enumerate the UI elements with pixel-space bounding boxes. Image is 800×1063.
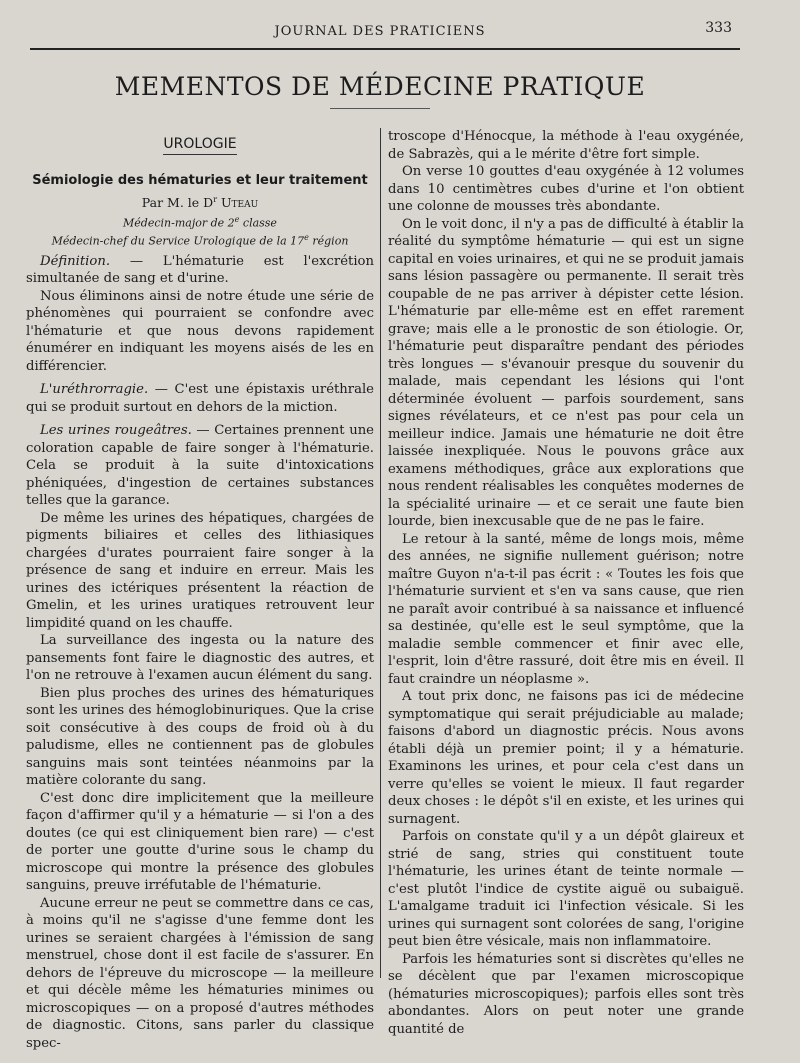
paragraph: On verse 10 gouttes d'eau oxygénée à 12 volumes dans 10 centimètres cubes d'urine et l'on obtient une colonne de mousses très abondante. <box>388 164 744 214</box>
column-divider <box>380 128 381 978</box>
paragraph: C'est donc dire implicitement que la meilleure façon d'affirmer qu'il y a hématurie — si l'on a des doutes (ce qui est cliniquement bien rare) — c'est de porter une goutte d'urine sous le champ du microscope qui montre la présence des globules sanguins, preuve irréfutable de l'hématurie. <box>26 790 374 894</box>
article-title: Sémiologie des hématuries et leur traitement <box>32 172 368 188</box>
affil2-b: région <box>308 234 349 248</box>
section-title <box>26 136 374 158</box>
running-head <box>0 20 800 44</box>
paragraph-definition <box>26 253 374 288</box>
author-affiliation-1 <box>26 212 374 231</box>
author-affiliation-2 <box>26 230 374 249</box>
paragraph-urethrorragie <box>26 381 374 416</box>
paragraph: Le retour à la santé, même de longs mois, même des années, ne signifie nullement guérison; notre maître Guyon n'a-t-il pas écrit : « Toutes les fois que l'hématurie survient et s'en va sans cause, que rien ne paraît avoir contribué à sa naissance et influencé sa destinée, qu'elle est le seul symptôme, que la maladie semble commencer et finir avec elle, l'esprit, loin d'être rassuré, doit être mis en éveil. Il faut craindre un néoplasme ». <box>388 531 744 687</box>
author-name: Uteau <box>221 195 259 211</box>
affil1-a: Médecin-major de 2 <box>123 216 235 230</box>
paragraph: Parfois les hématuries sont si discrètes qu'elles ne se décèlent que par l'examen microscopique (hématuries microscopiques); parfois elles sont très abondantes. Alors on peut noter une grande quantité de <box>388 951 744 1037</box>
paragraph-label: Les urines rougeâtres. <box>40 423 192 439</box>
header-rule <box>30 48 740 50</box>
paragraph-text: — C'est une épistaxis uréthrale qui se produit surtout en dehors de la miction. <box>26 382 374 415</box>
byline-sup: r <box>213 195 218 204</box>
affil1-sup: e <box>234 214 240 224</box>
affil1-b: classe <box>239 216 277 230</box>
paragraph: Bien plus proches des urines des hématuriques sont les urines des hémoglobinuriques. Que la crise soit consécutive à des coups de froid où à du paludisme, elles ne contiennent pas de globules sanguins mais sont teintées néanmoins par la matière colorante du sang. <box>26 685 374 789</box>
paragraph: Nous éliminons ainsi de notre étude une série de phénomènes qui pourraient se confondre avec l'hématurie et que nous devons rapidement énumérer en indiquant les moyens aisés de les en différencier. <box>26 288 374 374</box>
paragraph-label: Définition. <box>40 253 111 269</box>
journal-title: JOURNAL DES PRATICIENS <box>274 24 486 39</box>
paragraph: De même les urines des hépatiques, chargées de pigments biliaires et celles des lithiasiques chargées d'urates pourraient faire songer à la présence de sang et induire en erreur. Mais les urines des ictériques présentent la réaction de Gmelin, et les urines uratiques retrouvent leur limpidité quand on les chauffe. <box>26 510 374 631</box>
byline-par: Par M. le D <box>141 195 214 211</box>
paragraph: La surveillance des ingesta ou la nature des pansements font faire le diagnostic des autres, et l'on ne retrouve à l'examen aucun élément du sang. <box>26 633 374 684</box>
paragraph-text: — Certaines prennent une coloration capable de faire songer à l'hématurie. Cela se produit à la suite d'intoxications phéniquées, d'ingestion de certaines substances telles que la garance. <box>26 423 374 509</box>
paragraph: Parfois on constate qu'il y a un dépôt glaireux et strié de sang, stries qui constituent toute l'hématurie, les urines étant de teinte normale — c'est plutôt l'indice de cystite aiguë ou subaiguë. L'amalgame traduit ici l'infection vésicale. Si les urines qui surnagent sont colorées de sang, l'origine peut bien être vésicale, mais non inflammatoire. <box>388 829 744 949</box>
paragraph: troscope d'Hénocque, la méthode à l'eau oxygénée, de Sabrazès, qui a le mérite d'être fort simple. <box>388 129 744 162</box>
paragraph-label: L'uréthrorragie. <box>40 382 149 398</box>
paragraph-text: — L'hématurie est l'excrétion simultanée de sang et d'urine. <box>26 253 374 287</box>
main-title: MEMENTOS DE MÉDECINE PRATIQUE <box>114 72 646 101</box>
paragraph-urines-rougeatres <box>26 422 374 510</box>
paragraph: On le voit donc, il n'y a pas de difficulté à établir la réalité du symptôme hématurie — qui est un signe capital en voies urinaires, et qui ne se produit jamais sans lésion passagère ou permanente. Il serait très coupable de ne pas arriver à dépister cette lésion. L'hématurie par elle-même est en effet rarement grave; mais elle a le pronostic de son étiologie. Or, l'hématurie peut disparaître pendant des périodes très longues — s'évanouir presque du souvenir du malade, mais cependant les lésions qui l'ont déterminée évoluent — parfois sourdement, sans signes révélateurs, et ce n'est pas pour cela un meilleur indice. Jamais une hématurie ne doit être laissée inexpliquée. Nous le pouvons grâce aux examens méthodiques, grâce aux explorations que nous rendent réalisables les conquêtes modernes de la spécialité urinaire — et ce serait une faute bien lourde, bien inexcusable que de ne pas le faire. <box>388 216 744 529</box>
left-column <box>26 136 374 1052</box>
page-number: 333 <box>705 20 732 36</box>
byline <box>26 191 374 212</box>
section-title-text: UROLOGIE <box>163 136 236 155</box>
title-ornament <box>330 108 430 109</box>
affil2-a: Médecin-chef du Service Urologique de la 17 <box>51 234 305 248</box>
affil2-sup: e <box>304 233 309 243</box>
right-column <box>388 128 744 1038</box>
paragraph: Aucune erreur ne peut se commettre dans ce cas, à moins qu'il ne s'agisse d'une femme dont les urines se seraient chargées à l'émission de sang menstruel, chose dont il est facile de s'assurer. En dehors de l'épreuve du microscope — la meilleure et qui décèle même les hématuries minimes ou microscopiques — on a proposé d'autres méthodes de diagnostic. Citons, sans parler du classique spec- <box>26 895 374 1051</box>
paragraph: A tout prix donc, ne faisons pas ici de médecine symptomatique qui serait préjudiciable au malade; faisons d'abord un diagnostic précis. Nous avons établi déjà un premier point; il y a hématurie. Examinons les urines, et pour cela c'est dans un verre qu'elles se voient le mieux. Il faut regarder deux choses : le dépôt s'il en existe, et les urines qui surnagent. <box>388 689 744 827</box>
